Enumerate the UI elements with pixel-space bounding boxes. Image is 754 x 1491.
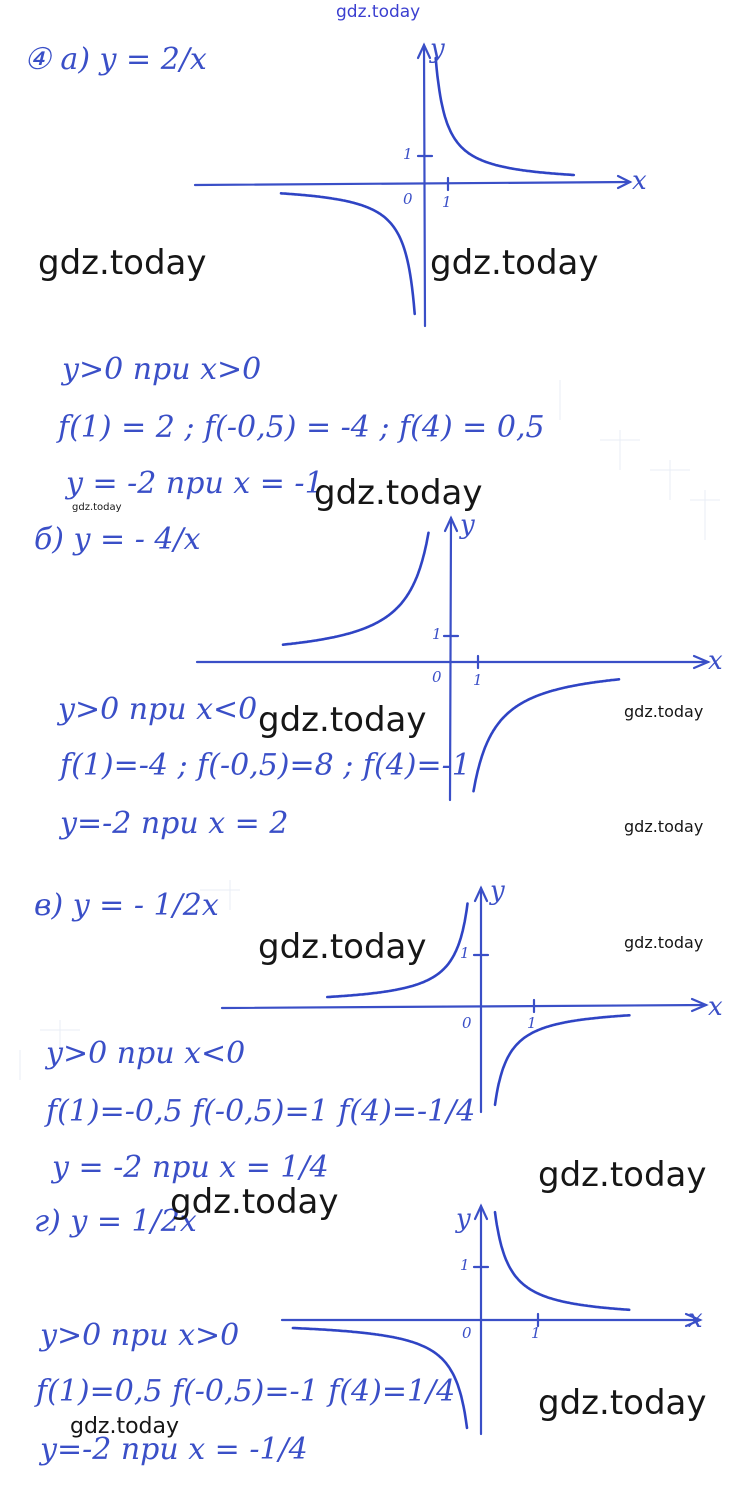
watermark-medium: gdz.today <box>70 1414 180 1439</box>
task-3-line-2: f(1)=-0,5 f(-0,5)=1 f(4)=-1/4 <box>46 1094 476 1129</box>
task-3-line-1: y>0 при x<0 <box>46 1036 246 1071</box>
graph-4-ticks <box>474 1267 538 1326</box>
watermark-top: gdz.today <box>336 2 421 22</box>
graph-2-y-label: y <box>460 510 475 540</box>
watermark: gdz.today <box>170 1182 339 1222</box>
watermark: gdz.today <box>258 700 427 740</box>
graph-1-x-label: x <box>632 166 647 196</box>
task-1-line-2: f(1) = 2 ; f(-0,5) = -4 ; f(4) = 0,5 <box>58 410 545 445</box>
watermark: gdz.today <box>314 473 483 513</box>
task-2-line-3: y=-2 при x = 2 <box>60 806 289 841</box>
graph-2-origin-label: 0 <box>432 668 442 686</box>
graph-1-origin-label: 0 <box>403 190 413 208</box>
task-2-line-2: f(1)=-4 ; f(-0,5)=8 ; f(4)=-1 <box>60 748 471 783</box>
graph-4-y-label: y <box>456 1204 471 1234</box>
graph-1-x-tick-label: 1 <box>442 193 452 211</box>
graph-2-x-label: x <box>708 646 723 676</box>
watermark-small: gdz.today <box>624 817 704 836</box>
graph-1-y-label: y <box>430 34 445 64</box>
graph-4-x-tick-label: 1 <box>531 1324 541 1342</box>
graph-4-branch-2 <box>495 1212 629 1310</box>
watermark: gdz.today <box>538 1383 707 1423</box>
task-4-line-2: f(1)=0,5 f(-0,5)=-1 f(4)=1/4 <box>36 1374 456 1409</box>
graph-4-heading: г) y = 1/2x <box>34 1204 197 1239</box>
graph-2-x-tick-label: 1 <box>473 671 483 689</box>
watermark-small: gdz.today <box>624 933 704 952</box>
graph-4-x-label: x <box>688 1304 703 1334</box>
watermark: gdz.today <box>430 243 599 283</box>
watermark: gdz.today <box>38 243 207 283</box>
task-4-line-1: y>0 при x>0 <box>40 1318 240 1353</box>
watermark: gdz.today <box>538 1155 707 1195</box>
graph-1-heading: ④ а) y = 2/x <box>24 42 207 77</box>
graph-2-heading: б) y = - 4/x <box>34 522 201 557</box>
graph-4-y-tick-label: 1 <box>460 1256 470 1274</box>
task-1-line-3: y = -2 при x = -1 <box>66 466 324 501</box>
graph-1-y-tick-label: 1 <box>403 145 413 163</box>
graph-2-y-tick-label: 1 <box>432 625 442 643</box>
graph-3-origin-label: 0 <box>462 1014 472 1032</box>
graph-3-heading: в) y = - 1/2x <box>34 888 219 923</box>
graph-3-y-tick-label: 1 <box>460 944 470 962</box>
graph-3-x-label: x <box>708 992 723 1022</box>
graph-3-y-label: y <box>490 876 505 906</box>
watermark: gdz.today <box>258 927 427 967</box>
watermark-tiny: gdz.today <box>72 502 122 513</box>
task-3-line-3: y = -2 при x = 1/4 <box>52 1150 329 1185</box>
task-4-line-3: y=-2 при x = -1/4 <box>40 1432 308 1467</box>
watermark-small: gdz.today <box>624 702 704 721</box>
graph-4-origin-label: 0 <box>462 1324 472 1342</box>
task-2-line-1: y>0 при x<0 <box>58 692 258 727</box>
graph-3-x-tick-label: 1 <box>527 1014 537 1032</box>
task-1-line-1: y>0 при x>0 <box>62 352 262 387</box>
